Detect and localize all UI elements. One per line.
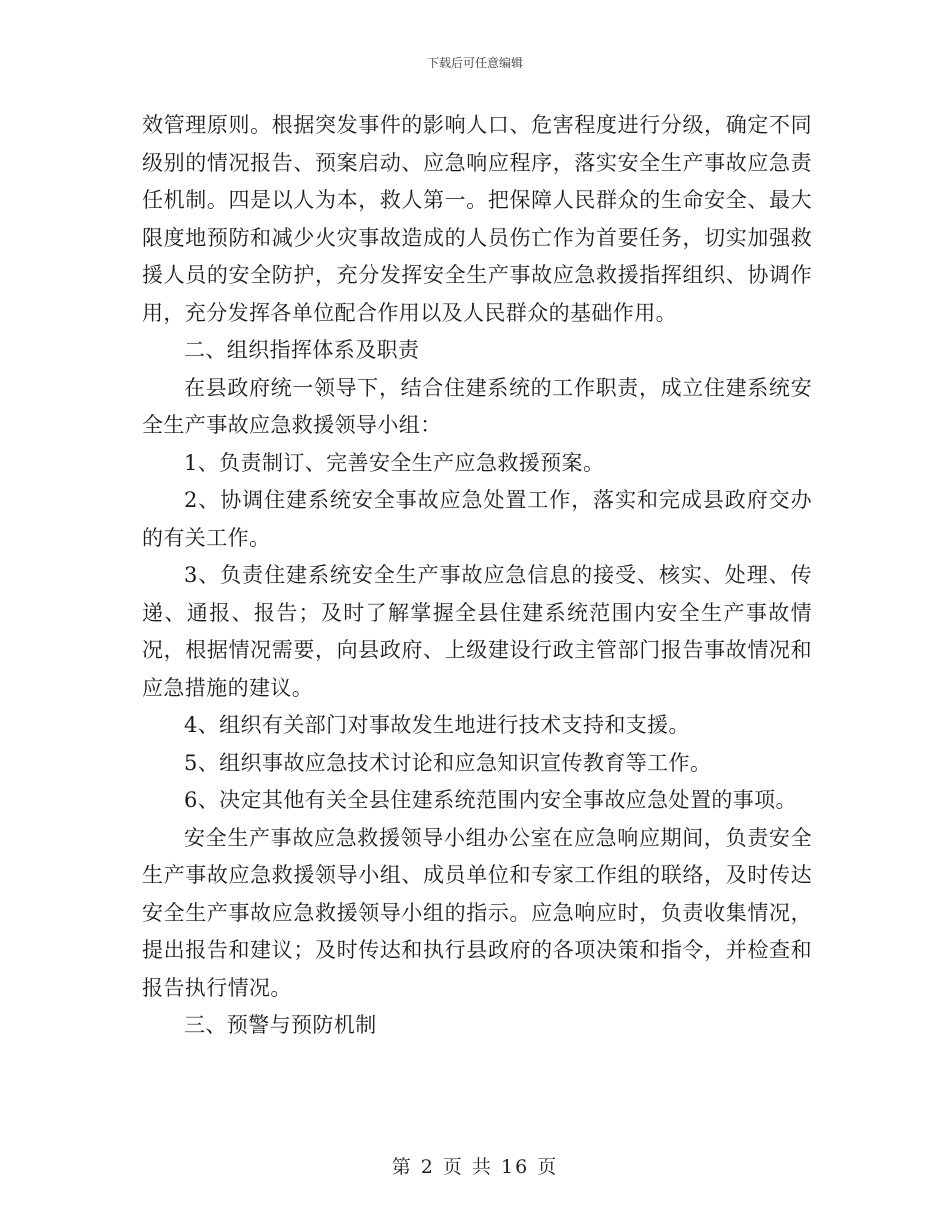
list-item-duty-2: 2、协调住建系统安全事故应急处置工作，落实和完成县政府交办的有关工作。 [142,488,812,550]
section-heading-command-system: 二、组织指挥体系及职责 [184,338,420,362]
page-header: 下载后可任意编辑 [426,56,523,70]
document-body [142,107,812,1045]
list-item-duty-1: 1、负责制订、完善安全生产应急救援预案。 [184,450,605,475]
section-heading-warning-mechanism: 三、预警与预防机制 [184,1013,377,1037]
list-item-duty-6: 6、决定其他有关全县住建系统范围内安全事故应急处置的事项。 [184,788,797,812]
page-number-footer: 第 2 页 共 16 页 [391,1156,559,1178]
list-item-duty-5: 5、组织事故应急技术讨论和应急知识宣传教育等工作。 [184,750,712,775]
list-item-duty-3: 3、负责住建系统安全生产事故应急信息的接受、核实、处理、传递、通报、报告；及时了解掌握全县住建系统范围内安全生产事故情况，根据情况需要，向县政府、上级建设行政主管部门报告事故情况和应急措施的建议。 [142,563,812,700]
list-item-duty-4: 4、组织有关部门对事故发生地进行技术支持和支援。 [184,713,690,737]
paragraph-principles-continued: 效管理原则。根据突发事件的影响人口、危害程度进行分级，确定不同级别的情况报告、预案启动、应急响应程序，落实安全生产事故应急责任机制。四是以人为本，救人第一。把保障人民群众的生命安全、最大限度地预防和减少火灾事故造成的人员伤亡作为首要任务，切实加强救援人员的安全防护，充分发挥安全生产事故应急救援指挥组织、协调作用，充分发挥各单位配合作用以及人民群众的基础作用。 [142,113,812,325]
paragraph-office-duties: 安全生产事故应急救援领导小组办公室在应急响应期间，负责安全生产事故应急救援领导小组、成员单位和专家工作组的联络，及时传达安全生产事故应急救援领导小组的指示。应急响应时，负责收集情况，提出报告和建议；及时传达和执行县政府的各项决策和指令，并检查和报告执行情况。 [142,825,812,1000]
paragraph-leading-group: 在县政府统一领导下，结合住建系统的工作职责，成立住建系统安全生产事故应急救援领导小组： [142,375,812,437]
